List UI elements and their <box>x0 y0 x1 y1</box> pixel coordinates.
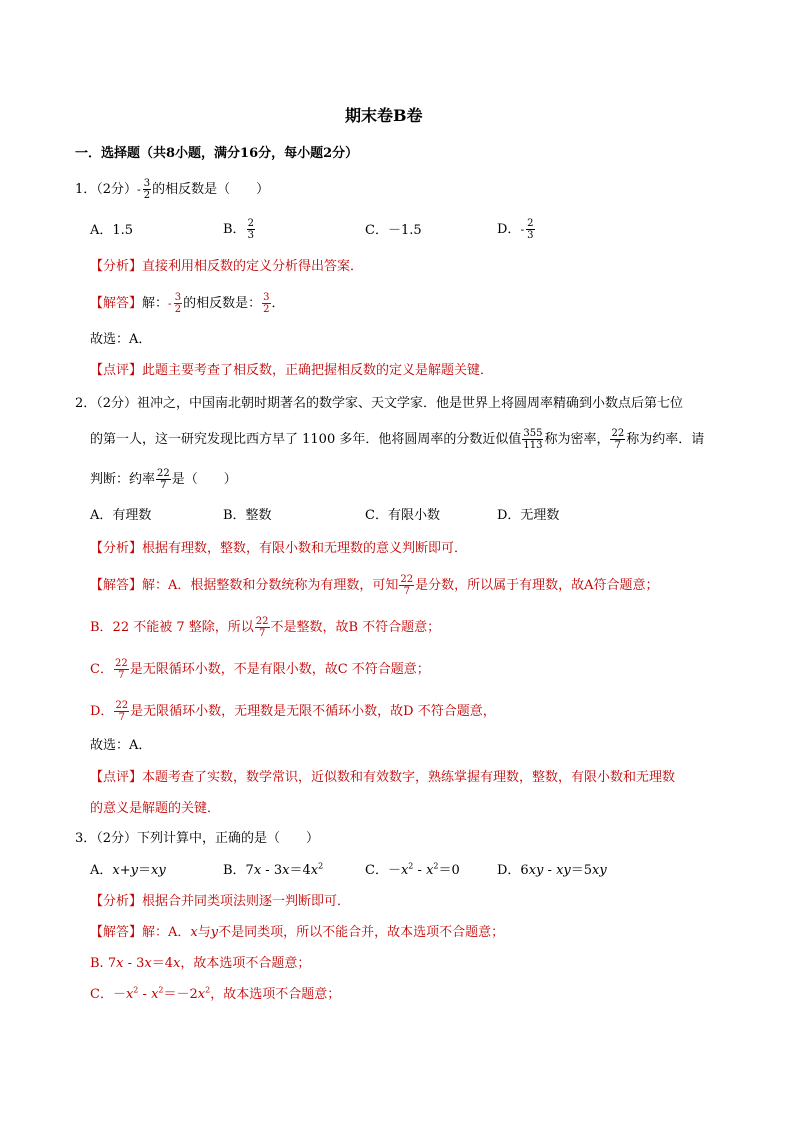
q1-option-c[interactable]: C．－1.5 <box>365 223 422 238</box>
q2-option-d[interactable]: D．无理数 <box>497 508 560 523</box>
q2-answer-b: B．22 不能被 7 整除，所以 $\frac{22}{7}$ 不是整数，故B 不符合题意； <box>90 616 441 639</box>
q3-option-c[interactable]: C．$-x^2 - x^2=0$ <box>365 861 460 878</box>
q2-answer-d: D． $\frac{22}{7}$ 是无限循环小数，无理数是无限不循环小数，故D 不符合题意， <box>90 700 496 723</box>
q3-analysis: 【分析】根据合并同类项法则逐一判断即可． <box>90 894 351 909</box>
q3-answer-b: B. 7x - 3x＝4x，故本选项不合题意； <box>90 956 311 971</box>
q1-choice: 故选：A． <box>90 332 152 347</box>
q1-option-d[interactable]: D．- $\frac{2}{3}$ <box>497 218 534 241</box>
q1-comment: 【点评】此题主要考查了相反数，正确把握相反数的定义是解题关键． <box>90 363 494 378</box>
q3-answer-a: 【解答】解：A．x与y不是同类项，所以不能合并，故本选项不合题意； <box>90 925 505 940</box>
q2-answer-a: 【解答】解：A．根据整数和分数统称为有理数，可知 $\frac{22}{7}$ 是分数，所以属于有理数，故A符合题意； <box>90 574 659 597</box>
q2-stem-line1: 2．（2分）祖冲之，中国南北朝时期著名的数学家、天文学家．他是世界上将圆周率精确到小数点后第七位 <box>75 396 684 411</box>
q1-option-a[interactable]: A．1.5 <box>90 223 134 238</box>
q1-answer: 【解答】解：- $\frac{3}{2}$ 的相反数是： $\frac{3}{2}$ ． <box>90 292 285 315</box>
q2-comment-line1: 【点评】本题考查了实数，数学常识，近似数和有效数字，熟练掌握有理数，整数，有限小数和无理数 <box>90 770 676 785</box>
q2-option-a[interactable]: A．有理数 <box>90 508 152 523</box>
q1-analysis: 【分析】直接利用相反数的定义分析得出答案． <box>90 259 364 274</box>
q1-stem: 1．（2分）- $\frac{3}{2}$ 的相反数是（ ） <box>75 178 270 201</box>
q2-option-b[interactable]: B．整数 <box>223 508 272 523</box>
q2-option-c[interactable]: C．有限小数 <box>365 508 440 523</box>
q2-answer-c: C． $\frac{22}{7}$ 是无限循环小数，不是有限小数，故C 不符合题意； <box>90 658 430 681</box>
q3-option-d[interactable]: D．6xy - xy＝5xy <box>497 863 607 878</box>
page-title: 期末卷B卷 <box>345 106 423 125</box>
section-heading: 一．选择题（共8小题，满分16分，每小题2分） <box>75 146 359 161</box>
q2-stem-line3: 判断：约率 $\frac{22}{7}$ 是（ ） <box>90 468 237 491</box>
q3-option-a[interactable]: A．x+y＝xy <box>90 863 166 878</box>
q2-comment-line2: 的意义是解题的关键． <box>90 801 221 816</box>
q1-option-b[interactable]: B． $\frac{2}{3}$ <box>223 218 254 241</box>
q3-answer-c: C．$-x^2 - x^2=-2x^2$，故本选项不合题意； <box>90 985 341 1002</box>
q3-stem: 3．（2分）下列计算中，正确的是（ ） <box>75 831 320 846</box>
q3-option-b[interactable]: B．$7x - 3x=4x^2$ <box>223 861 324 878</box>
q2-analysis: 【分析】根据有理数，整数，有限小数和无理数的意义判断即可． <box>90 541 468 556</box>
q2-choice: 故选：A． <box>90 738 152 753</box>
q2-stem-line2: 的第一人，这一研究发现比西方早了 1100 多年．他将圆周率的分数近似值 $\frac{355}{113}$ 称为密率， $\frac{22}{7}$ 称为约率．请 <box>90 428 705 451</box>
